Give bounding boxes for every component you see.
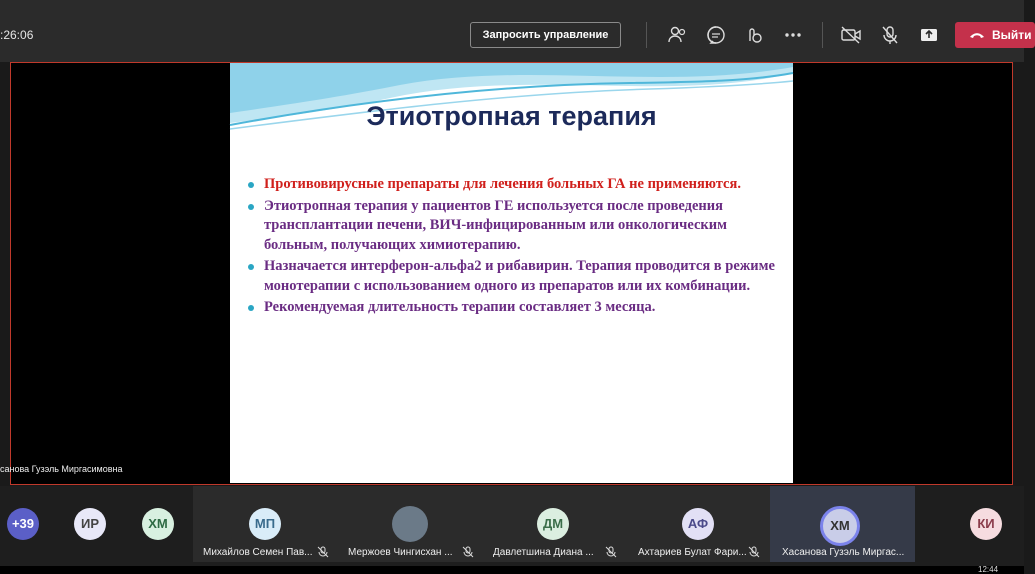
participant-avatar[interactable]: ХМ — [142, 508, 174, 540]
participant-avatar[interactable]: КИ — [970, 508, 1002, 540]
participant-tile[interactable] — [483, 486, 628, 562]
participants-icon[interactable] — [666, 24, 688, 46]
presenter-name-label: санова Гузэль Миргасимовна — [0, 464, 123, 474]
participant-name: Михайлов Семен Пав... — [203, 547, 313, 558]
slide-bullet-list — [248, 175, 783, 320]
slide-bullet: Рекомендуемая длительность терапии составляет 3 месяца. — [248, 298, 783, 318]
participant-avatar: ХМ — [820, 506, 860, 546]
mic-muted-icon — [462, 546, 474, 558]
participant-avatar: ДМ — [537, 508, 569, 540]
taskbar-clock: 12:44 — [978, 565, 999, 574]
participant-avatar: АФ — [682, 508, 714, 540]
participant-avatar[interactable]: ИР — [74, 508, 106, 540]
phone-hangup-icon — [969, 31, 985, 39]
camera-off-icon[interactable] — [840, 24, 862, 46]
slide-bullet: Противовирусные препараты для лечения больных ГА не применяются. — [248, 175, 783, 195]
slide-bullet: Этиотропная терапия у пациентов ГЕ используется после проведения трансплантации печени, ВИЧ-инфицированным или онкологическим больным, получающих химиотерапию. — [248, 197, 783, 256]
chat-icon[interactable] — [705, 24, 727, 46]
mic-off-icon[interactable] — [879, 24, 901, 46]
toolbar-divider — [646, 22, 647, 48]
participant-name: Хасанова Гузэль Миргас... — [782, 547, 905, 558]
os-taskbar — [0, 566, 1024, 574]
participant-tile-speaking[interactable] — [770, 486, 915, 562]
participant-name: Мержоев Чингисхан ... — [348, 547, 453, 558]
slide-bullet: Назначается интерферон-альфа2 и рибавирин. Терапия проводится в режиме монотерапии с использованием одного из препаратов или их комбинации. — [248, 257, 783, 296]
participant-tile[interactable] — [338, 486, 483, 562]
participant-photo-avatar — [392, 506, 428, 542]
leave-label: Выйти — [992, 28, 1032, 42]
leave-button[interactable] — [955, 22, 1035, 48]
more-options-icon[interactable] — [782, 24, 804, 46]
call-timer: :26:06 — [0, 28, 34, 42]
participant-avatar: МП — [249, 508, 281, 540]
participant-name: Ахтариев Булат Фари... — [638, 547, 747, 558]
mic-muted-icon — [605, 546, 617, 558]
participant-name: Давлетшина Диана ... — [493, 547, 594, 558]
overflow-participants-badge[interactable]: +39 — [7, 508, 39, 540]
mic-muted-icon — [317, 546, 329, 558]
meeting-toolbar — [0, 0, 1032, 62]
presentation-slide — [230, 63, 793, 483]
request-control-button[interactable]: Запросить управление — [470, 22, 621, 48]
reactions-icon[interactable] — [743, 24, 765, 46]
mic-muted-icon — [748, 546, 760, 558]
share-screen-icon[interactable] — [918, 24, 940, 46]
toolbar-divider — [822, 22, 823, 48]
participant-tile[interactable] — [628, 486, 770, 562]
slide-title: Этиотропная терапия — [366, 101, 657, 131]
participant-tile[interactable] — [193, 486, 338, 562]
